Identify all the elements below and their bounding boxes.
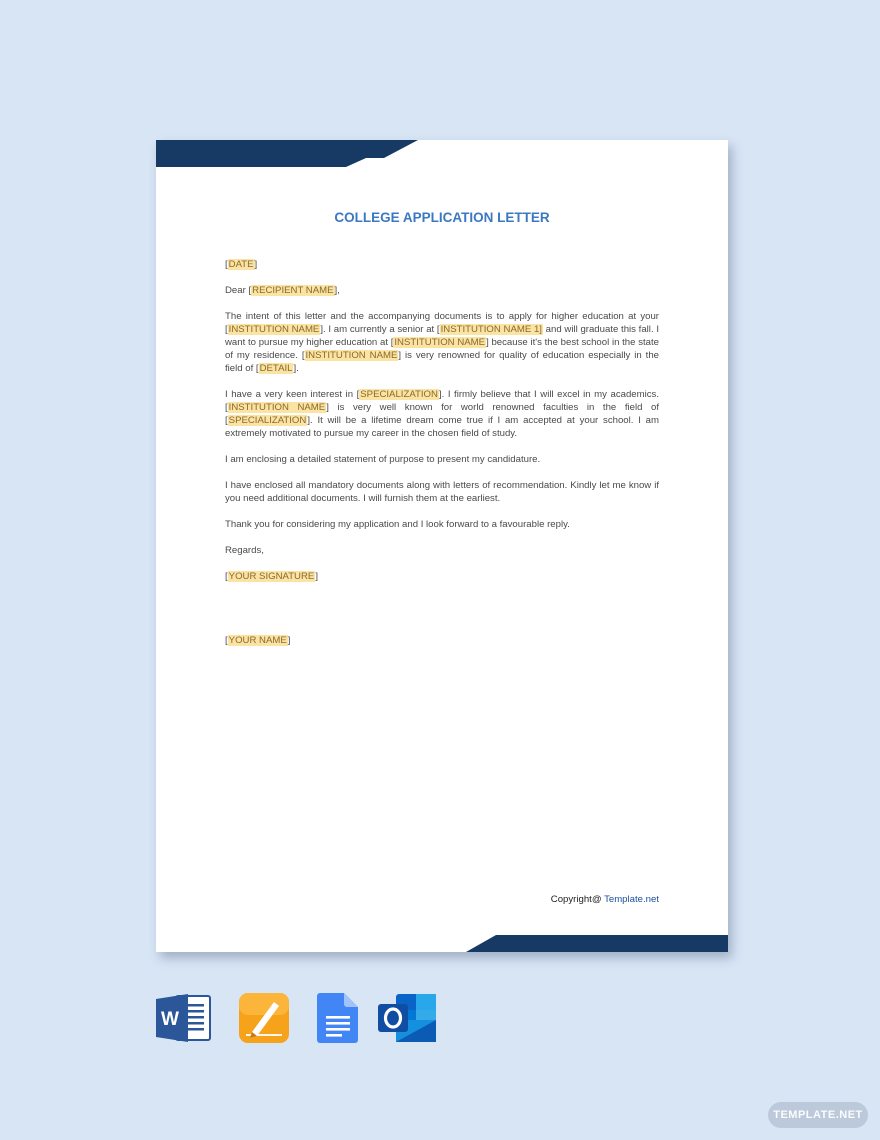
date-placeholder: DATE [228, 259, 254, 270]
outlook-icon[interactable] [378, 992, 440, 1044]
svg-text:W: W [161, 1009, 179, 1030]
top-decorative-band [156, 140, 418, 167]
institution-placeholder: INSTITUTION NAME [305, 350, 398, 361]
paragraph-thanks: Thank you for considering my application and I look forward to a favourable reply. [225, 519, 570, 530]
detail-placeholder: DETAIL [259, 363, 293, 374]
date-line: [DATE] [225, 259, 258, 270]
closing-line: Regards, [225, 545, 264, 556]
name-line: [YOUR NAME] [225, 635, 291, 646]
signature-space [225, 596, 659, 634]
bottom-decorative-band [466, 935, 728, 952]
specialization-placeholder: SPECIALIZATION [360, 389, 438, 400]
paragraph-intent: The intent of this letter and the accompanying documents is to apply for higher education at your [INSTITUTION NAME]. I am currently a senior at [INSTITUTION NAME 1] and will graduate this fall. I want to pursue my higher education at [INSTITUTION NAME] because it's the best school in the state of my residence. [INSTITUTION NAME] is very renowned for quality of education especially in the field of [DETAIL]. [225, 311, 660, 374]
name-placeholder: YOUR NAME [228, 635, 287, 646]
signature-line: [YOUR SIGNATURE] [225, 571, 318, 582]
letter-page [156, 140, 728, 952]
copyright-notice: Copyright@ Template.net [550, 894, 659, 905]
signature-placeholder: YOUR SIGNATURE [228, 571, 315, 582]
institution-placeholder: INSTITUTION NAME [228, 402, 326, 413]
institution-placeholder: INSTITUTION NAME [228, 324, 320, 335]
letter-body [225, 258, 659, 660]
institution-1-placeholder: INSTITUTION NAME 1] [440, 324, 542, 335]
recipient-placeholder: RECIPIENT NAME [252, 285, 334, 296]
word-icon[interactable] [156, 992, 212, 1044]
template-net-watermark: TEMPLATE.NET [768, 1102, 868, 1128]
template-net-link[interactable]: Template.net [604, 894, 659, 905]
greeting-line: Dear [RECIPIENT NAME], [225, 285, 340, 296]
institution-placeholder: INSTITUTION NAME [394, 337, 486, 348]
paragraph-statement: I am enclosing a detailed statement of purpose to present my candidature. [225, 454, 541, 465]
letter-title: COLLEGE APPLICATION LETTER [334, 210, 550, 225]
pages-icon[interactable] [238, 992, 290, 1044]
google-docs-icon[interactable] [316, 992, 360, 1044]
specialization-placeholder: SPECIALIZATION [228, 415, 307, 426]
paragraph-documents: I have enclosed all mandatory documents along with letters of recommendation. Kindly let me know if you need additional documents. I will furnish them at the earliest. [225, 480, 659, 504]
paragraph-interest: I have a very keen interest in [SPECIALIZATION]. I firmly believe that I will excel in my academics. [INSTITUTION NAME] is very well known for world renowned faculties in the field of [SPECIALIZATION]. It will be a lifetime dream come true if I am accepted at your school. I am extremely motivated to pursue my career in the chosen field of study. [225, 389, 660, 439]
